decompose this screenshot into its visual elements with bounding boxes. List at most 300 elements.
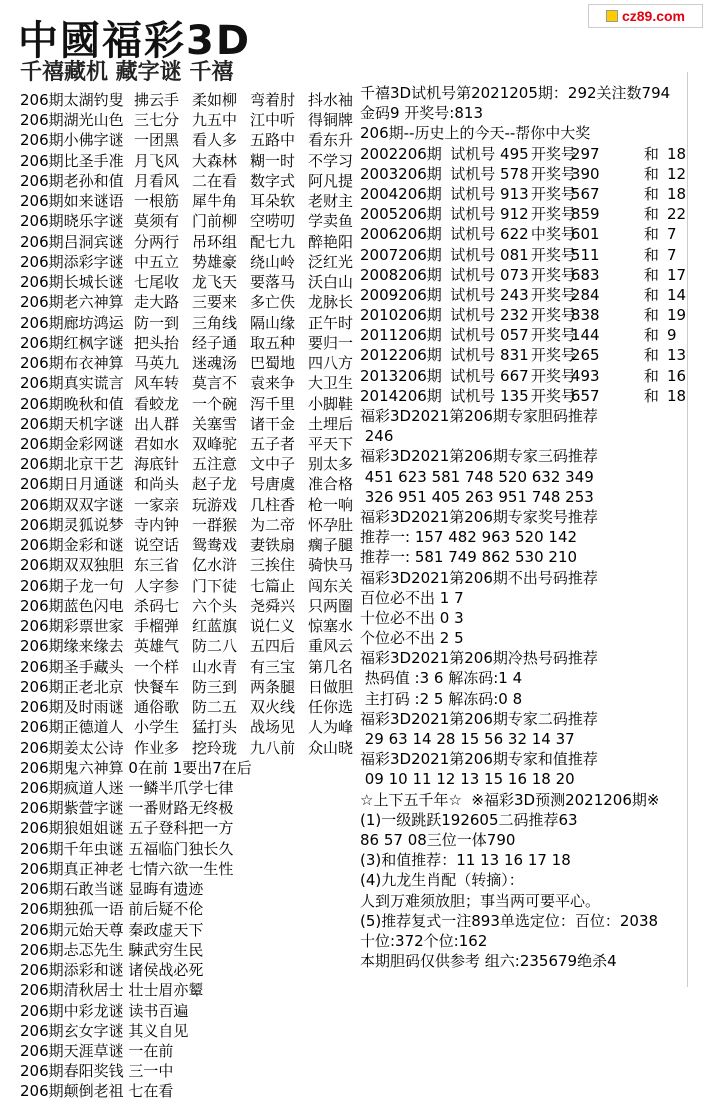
riddle-title: 206期如来谜语 <box>20 192 124 211</box>
riddle-phrase: 要归一 <box>308 333 354 352</box>
history-cell: 2007206期 <box>360 245 442 264</box>
riddle-title: 206期晓乐字谜 <box>20 212 124 231</box>
riddle-title: 206期小佛字谜 <box>20 131 124 150</box>
riddle-phrase: 重风云 <box>308 637 354 656</box>
history-cell: 和 <box>643 184 659 203</box>
riddle-phrase: 空唠叨 <box>250 212 296 231</box>
riddle-phrase: 龙飞天 <box>192 273 238 292</box>
riddle-phrase: 一个碗 <box>192 394 238 413</box>
riddle-row <box>20 373 355 393</box>
riddle-row <box>20 292 355 312</box>
recommendation-line: 人到万难须放胆；事当两可要平心。 <box>360 891 601 910</box>
riddle-phrase: 别太多 <box>308 455 354 474</box>
riddle-phrase: 泻千里 <box>250 394 296 413</box>
riddle-phrase: 抖水袖 <box>308 91 354 109</box>
riddle-row <box>20 596 355 616</box>
history-cell: 试机号 073 <box>450 265 529 284</box>
recommendation-line: 86 57 08三位一体790 <box>360 830 516 849</box>
history-cell: 试机号 831 <box>450 346 529 365</box>
history-row <box>360 325 690 345</box>
history-cell: 859 <box>570 205 600 224</box>
riddle-phrase: 大森林 <box>192 151 238 170</box>
history-row <box>360 204 690 224</box>
riddle-row-long: 206期元始天尊 秦政虚天下 <box>20 920 204 939</box>
riddle-phrase: 快餐车 <box>134 677 180 696</box>
riddle-phrase: 九八前 <box>250 738 296 757</box>
history-cell: 18 <box>666 184 687 203</box>
history-cell: 和 <box>643 386 659 405</box>
riddle-phrase: 说仁义 <box>250 617 296 636</box>
riddle-row-long: 206期千年虫谜 五福临门独长久 <box>20 839 234 858</box>
riddle-phrase: 糊一时 <box>250 151 296 170</box>
riddle-phrase: 人字参 <box>134 576 180 595</box>
history-cell: 18 <box>666 386 687 405</box>
riddle-phrase: 中五立 <box>134 252 180 271</box>
riddle-phrase: 英雄气 <box>134 637 180 656</box>
recommendation-line: 福彩3D2021第206期专家胆码推荐 <box>360 407 598 425</box>
history-row <box>360 184 690 204</box>
history-cell: 16 <box>666 366 687 385</box>
history-row <box>360 224 690 244</box>
riddle-row-long: 206期忐忑先生 駷武穷生民 <box>20 940 204 959</box>
riddle-phrase: 一根筋 <box>134 192 180 211</box>
riddle-phrase: 犀牛角 <box>192 192 238 211</box>
riddle-row <box>20 313 355 333</box>
riddle-title: 206期双双字谜 <box>20 495 124 514</box>
riddle-phrase: 月飞风 <box>134 151 180 170</box>
site-logo[interactable] <box>588 4 703 28</box>
riddle-phrase: 马英九 <box>134 354 180 373</box>
history-cell: 开奖号 <box>530 245 576 264</box>
riddle-phrase: 猛打头 <box>192 718 238 737</box>
riddle-title: 206期老六神算 <box>20 293 124 312</box>
riddle-phrase: 文中子 <box>250 455 296 474</box>
riddle-phrase: 多亡佚 <box>250 293 296 312</box>
history-row <box>360 144 690 164</box>
history-cell: 和 <box>643 346 659 365</box>
riddle-phrase: 要落马 <box>250 273 296 292</box>
riddle-phrase: 二在看 <box>192 171 238 190</box>
riddle-phrase: 为二帝 <box>250 515 296 534</box>
history-cell: 683 <box>570 265 600 284</box>
riddle-row-long: 206期天涯草谜 一在前 <box>20 1042 174 1061</box>
recommendation-line: 福彩3D2021第206期专家三码推荐 <box>360 447 598 466</box>
riddle-title: 206期正老北京 <box>20 677 124 696</box>
riddle-title: 206期北京干艺 <box>20 455 124 474</box>
riddle-title: 206期太湖钓叟 <box>20 91 124 109</box>
riddle-phrase: 正午时 <box>308 313 354 332</box>
riddle-phrase: 五子者 <box>250 434 296 453</box>
history-cell: 17 <box>666 265 687 284</box>
riddle-phrase: 龙脉长 <box>308 293 354 312</box>
riddle-row <box>20 657 355 677</box>
riddle-phrase: 亿水浒 <box>192 556 238 575</box>
riddle-title: 206期吕洞宾谜 <box>20 232 124 251</box>
history-cell: 和 <box>643 245 659 264</box>
riddle-row-long: 206期鬼六神算 0在前 1要出7在后 <box>20 758 252 777</box>
logo-text: cz89.com <box>621 8 686 24</box>
riddle-title: 206期姜太公诗 <box>20 738 124 757</box>
riddle-phrase: 土埋后 <box>308 414 354 433</box>
history-cell: 和 <box>643 265 659 284</box>
riddle-title: 206期圣手藏头 <box>20 657 124 676</box>
riddle-title: 206期布衣神算 <box>20 354 124 373</box>
riddle-phrase: 双峰驼 <box>192 434 238 453</box>
recommendation-line: 福彩3D2021第206期专家奖号推荐 <box>360 507 598 526</box>
riddle-phrase: 七尾收 <box>134 273 180 292</box>
riddle-phrase: 五路中 <box>250 131 296 150</box>
riddle-row <box>20 677 355 697</box>
recommendation-line: 326 951 405 263 951 748 253 <box>360 487 594 506</box>
riddle-column <box>20 90 355 1102</box>
prediction-column <box>360 83 690 971</box>
riddle-phrase: 任你选 <box>308 698 354 717</box>
history-cell: 试机号 135 <box>450 386 529 405</box>
riddle-phrase: 拂云手 <box>134 91 180 109</box>
riddle-row <box>20 333 355 353</box>
history-cell: 390 <box>570 164 600 183</box>
history-cell: 试机号 495 <box>450 144 529 163</box>
history-cell: 开奖号 <box>530 326 576 345</box>
riddle-phrase: 东三省 <box>134 556 180 575</box>
riddle-row <box>20 616 355 636</box>
history-cell: 试机号 913 <box>450 184 529 203</box>
riddle-phrase: 防一到 <box>134 313 180 332</box>
header-strip-text: 千禧藏机 藏字谜 千禧 <box>20 60 234 85</box>
riddle-phrase: 看蛟龙 <box>134 394 180 413</box>
riddle-phrase: 九五中 <box>192 111 238 130</box>
riddle-title: 206期及时雨谜 <box>20 698 124 717</box>
riddle-row-long: 206期石敢当谜 显晦有遗迹 <box>20 880 204 899</box>
history-cell: 2013206期 <box>360 366 442 385</box>
history-row <box>360 305 690 325</box>
riddle-row <box>20 130 355 150</box>
riddle-phrase: 莫须有 <box>134 212 180 231</box>
riddle-row <box>20 434 355 454</box>
riddle-phrase: 绕山岭 <box>250 252 296 271</box>
recommendation-line: (3)和值推荐：11 13 16 17 18 <box>360 851 571 870</box>
riddle-row <box>20 555 355 575</box>
riddle-phrase: 江中听 <box>250 111 296 130</box>
recommendation-line: 246 <box>360 427 394 446</box>
history-cell: 19 <box>666 306 687 325</box>
riddle-phrase: 红蓝旗 <box>192 617 238 636</box>
riddle-phrase: 怀孕肚 <box>308 515 354 534</box>
riddle-phrase: 瘸子腿 <box>308 536 354 555</box>
riddle-phrase: 弯着肘 <box>250 91 296 109</box>
riddle-row <box>20 171 355 191</box>
riddle-phrase: 势雄豪 <box>192 252 238 271</box>
riddle-row <box>20 191 355 211</box>
history-cell: 和 <box>643 285 659 304</box>
riddle-phrase: 大卫生 <box>308 374 354 393</box>
history-cell: 2005206期 <box>360 205 442 224</box>
riddle-phrase: 老财主 <box>308 192 354 211</box>
recommendation-line: 十位必不出 0 3 <box>360 608 464 627</box>
riddle-phrase: 两条腿 <box>250 677 296 696</box>
riddle-title: 206期湖光山色 <box>20 111 124 130</box>
history-cell: 493 <box>570 366 600 385</box>
riddle-phrase: 只两圈 <box>308 596 354 615</box>
history-cell: 开奖号 <box>530 164 576 183</box>
riddle-title: 206期老孙和值 <box>20 171 124 190</box>
recommendation-line: 福彩3D2021第206期不出号码推荐 <box>360 568 598 587</box>
riddle-row-long: 206期疯道人迷 一鳞半爪学七律 <box>20 778 234 797</box>
recommendation-line: 个位必不出 2 5 <box>360 629 464 648</box>
riddle-phrase: 三挨住 <box>250 556 296 575</box>
history-cell: 试机号 622 <box>450 225 529 244</box>
history-cell: 2010206期 <box>360 306 442 325</box>
history-row <box>360 345 690 365</box>
riddle-row-long: 206期独孤一语 前后疑不伦 <box>20 900 204 919</box>
riddle-phrase: 赵子龙 <box>192 475 238 494</box>
riddle-title: 206期金彩和谜 <box>20 536 124 555</box>
recommendation-list <box>360 406 690 971</box>
recommendation-line: (5)推荐复式一注893单选定位：百位：2038 <box>360 911 659 930</box>
history-row <box>360 164 690 184</box>
history-cell: 7 <box>666 225 677 244</box>
riddle-phrase: 柔如柳 <box>192 91 238 109</box>
history-cell: 和 <box>643 326 659 345</box>
history-cell: 试机号 243 <box>450 285 529 304</box>
riddle-title: 206期廊坊鸿运 <box>20 313 124 332</box>
history-cell: 和 <box>643 205 659 224</box>
history-cell: 2011206期 <box>360 326 442 345</box>
history-cell: 中奖号 <box>530 225 576 244</box>
recommendation-line: 热码值 :3 6 解冻码:1 4 <box>360 669 523 688</box>
riddle-phrase: 手榴弹 <box>134 617 180 636</box>
riddle-title: 206期比圣手准 <box>20 151 124 170</box>
riddle-row <box>20 414 355 434</box>
history-cell: 511 <box>570 245 600 264</box>
riddle-phrase: 风车转 <box>134 374 180 393</box>
riddle-row <box>20 515 355 535</box>
riddle-phrase: 一个样 <box>134 657 180 676</box>
history-cell: 开奖号 <box>530 184 576 203</box>
riddle-row-long: 206期中彩龙谜 读书百遍 <box>20 1001 189 1020</box>
riddle-phrase: 迷魂汤 <box>192 354 238 373</box>
recommendation-line: 451 623 581 748 520 632 349 <box>360 467 594 486</box>
riddle-phrase: 日做胆 <box>308 677 354 696</box>
recommendation-line: 福彩3D2021第206期专家和值推荐 <box>360 750 598 769</box>
history-cell: 297 <box>570 144 600 163</box>
history-cell: 22 <box>666 205 687 224</box>
riddle-row <box>20 151 355 171</box>
history-cell: 和 <box>643 306 659 325</box>
history-cell: 和 <box>643 366 659 385</box>
recommendation-line: 福彩3D2021第206期冷热号码推荐 <box>360 649 598 668</box>
history-cell: 试机号 057 <box>450 326 529 345</box>
riddle-row-long: 206期真正神老 七情六欲一生性 <box>20 859 234 878</box>
riddle-phrase: 看东升 <box>308 131 354 150</box>
riddle-row <box>20 717 355 737</box>
riddle-phrase: 门前柳 <box>192 212 238 231</box>
riddle-phrase: 尧舜兴 <box>250 596 296 615</box>
riddle-row-long: 206期玄女字谜 其义自见 <box>20 1021 189 1040</box>
history-cell: 265 <box>570 346 600 365</box>
recommendation-line: 本期胆码仅供参考 组六:235679绝杀4 <box>360 952 617 971</box>
history-cell: 和 <box>643 225 659 244</box>
riddle-title: 206期蓝色闪电 <box>20 596 124 615</box>
history-cell: 2008206期 <box>360 265 442 284</box>
history-cell: 试机号 667 <box>450 366 529 385</box>
logo-square-icon <box>606 10 618 22</box>
riddle-phrase: 双火线 <box>250 698 296 717</box>
riddle-phrase: 作业多 <box>134 738 180 757</box>
history-table <box>360 144 690 406</box>
recommendation-line: ☆上下五千年☆ ※福彩3D预测2021206期※ <box>360 790 660 809</box>
riddle-phrase: 战场见 <box>250 718 296 737</box>
history-cell: 657 <box>570 386 600 405</box>
riddle-title: 206期长城长谜 <box>20 273 124 292</box>
riddle-phrase: 醉艳阳 <box>308 232 354 251</box>
riddle-phrase: 五四后 <box>250 637 296 656</box>
history-row <box>360 366 690 386</box>
trial-number-line: 千禧3D试机号第2021205期：292关注数794 <box>360 84 671 102</box>
riddle-row <box>20 90 355 110</box>
riddle-phrase: 鸳鸯戏 <box>192 536 238 555</box>
riddle-title: 206期灵狐说梦 <box>20 515 124 534</box>
history-cell: 13 <box>666 346 687 365</box>
riddle-row <box>20 576 355 596</box>
riddle-row <box>20 738 355 758</box>
riddle-row <box>20 535 355 555</box>
recommendation-line: 09 10 11 12 13 15 16 18 20 <box>360 770 575 789</box>
history-cell: 2014206期 <box>360 386 442 405</box>
recommendation-line: 福彩3D2021第206期专家二码推荐 <box>360 709 598 728</box>
riddle-phrase: 得铜牌 <box>308 111 354 130</box>
riddle-phrase: 数字式 <box>250 171 296 190</box>
riddle-title: 206期日月通谜 <box>20 475 124 494</box>
history-cell: 开奖号 <box>530 386 576 405</box>
riddle-phrase: 寺内钟 <box>134 515 180 534</box>
riddle-phrase: 三要来 <box>192 293 238 312</box>
riddle-phrase: 枪一响 <box>308 495 354 514</box>
riddle-phrase: 众山晓 <box>308 738 354 757</box>
riddle-title: 206期彩票世家 <box>20 617 124 636</box>
riddle-phrase: 挖玲珑 <box>192 738 238 757</box>
riddle-phrase: 学卖鱼 <box>308 212 354 231</box>
riddle-phrase: 诸干金 <box>250 414 296 433</box>
history-cell: 开奖号 <box>530 265 576 284</box>
riddle-phrase: 出人群 <box>134 414 180 433</box>
riddle-phrase: 七篇止 <box>250 576 296 595</box>
riddle-row-long: 206期紫萱字谜 一番财路无终极 <box>20 799 234 818</box>
riddle-phrase: 通俗歌 <box>134 698 180 717</box>
history-heading: 206期--历史上的今天--帮你中大奖 <box>360 124 591 143</box>
riddle-phrase: 说空话 <box>134 536 180 555</box>
riddle-phrase: 门下徒 <box>192 576 238 595</box>
riddle-row-long: 206期添彩和谜 诸侯战必死 <box>20 961 204 980</box>
riddle-row <box>20 252 355 272</box>
riddle-title: 206期正德道人 <box>20 718 124 737</box>
riddle-phrase: 走大路 <box>134 293 180 312</box>
riddle-phrase: 五注意 <box>192 455 238 474</box>
riddle-phrase: 不学习 <box>308 151 354 170</box>
riddle-phrase: 一团黑 <box>134 131 180 150</box>
history-cell: 开奖号 <box>530 205 576 224</box>
riddle-phrase: 防二八 <box>192 637 238 656</box>
riddle-phrase: 三七分 <box>134 111 180 130</box>
riddle-phrase: 人为峰 <box>308 718 354 737</box>
riddle-phrase: 杀码七 <box>134 596 180 615</box>
recommendation-line: 十位:372个位:162 <box>360 931 488 950</box>
riddle-phrase: 海底针 <box>134 455 180 474</box>
riddle-phrase: 防三到 <box>192 677 238 696</box>
history-cell: 和 <box>643 144 659 163</box>
riddle-phrase: 三角线 <box>192 313 238 332</box>
recommendation-line: 推荐一: 157 482 963 520 142 <box>360 528 578 547</box>
riddle-phrase: 看人多 <box>192 131 238 150</box>
riddle-row <box>20 495 355 515</box>
riddle-phrase: 玩游戏 <box>192 495 238 514</box>
riddle-phrase: 莫言不 <box>192 374 238 393</box>
riddle-phrase: 六个头 <box>192 596 238 615</box>
history-cell: 2012206期 <box>360 346 442 365</box>
history-cell: 试机号 912 <box>450 205 529 224</box>
riddle-row-long: 206期狼姐姐谜 五子登科把一方 <box>20 819 234 838</box>
riddle-phrase: 闯东关 <box>308 576 354 595</box>
riddle-phrase: 经子通 <box>192 333 238 352</box>
riddle-phrase: 耳朵软 <box>250 192 296 211</box>
riddle-phrase: 君如水 <box>134 434 180 453</box>
history-cell: 18 <box>666 144 687 163</box>
riddle-phrase: 惊塞水 <box>308 617 354 636</box>
riddle-row-long: 206期春阳奖钱 三一中 <box>20 1062 174 1081</box>
riddle-title: 206期双双独胆 <box>20 556 124 575</box>
riddle-phrase: 泛红光 <box>308 252 354 271</box>
history-cell: 144 <box>570 326 600 345</box>
history-cell: 开奖号 <box>530 346 576 365</box>
recommendation-line: 29 63 14 28 15 56 32 14 37 <box>360 730 575 748</box>
riddle-phrase: 月看风 <box>134 171 180 190</box>
recommendation-line: 推荐一: 581 749 862 530 210 <box>360 548 578 567</box>
riddle-title: 206期真实谎言 <box>20 374 124 393</box>
history-cell: 284 <box>570 285 600 304</box>
page-title: 中國福彩3D <box>18 18 252 64</box>
riddle-phrase: 妻铁扇 <box>250 536 296 555</box>
history-cell: 试机号 578 <box>450 164 529 183</box>
riddle-phrase: 袁来争 <box>250 374 296 393</box>
riddle-phrase: 四八方 <box>308 354 354 373</box>
riddle-phrase: 隔山缘 <box>250 313 296 332</box>
history-cell: 2002206期 <box>360 144 442 163</box>
history-row <box>360 386 690 406</box>
riddle-row <box>20 211 355 231</box>
riddle-phrase: 小学生 <box>134 718 180 737</box>
riddle-phrase: 吊环组 <box>192 232 238 251</box>
riddle-phrase: 一群猴 <box>192 515 238 534</box>
riddle-row <box>20 272 355 292</box>
history-cell: 9 <box>666 326 677 345</box>
riddle-phrase: 第几名 <box>308 657 354 676</box>
history-cell: 开奖号 <box>530 366 576 385</box>
riddle-row <box>20 636 355 656</box>
riddle-phrase: 防二五 <box>192 698 238 717</box>
history-cell: 试机号 232 <box>450 306 529 325</box>
history-cell: 14 <box>666 285 687 304</box>
riddle-title: 206期添彩字谜 <box>20 252 124 271</box>
history-cell: 838 <box>570 306 600 325</box>
riddle-phrase: 阿凡提 <box>308 171 354 190</box>
riddle-row-long: 206期颠倒老祖 七在看 <box>20 1082 174 1101</box>
recommendation-line: (4)九龙生肖配（转摘）： <box>360 871 524 890</box>
history-cell: 12 <box>666 164 687 183</box>
riddle-phrase: 几柱香 <box>250 495 296 514</box>
history-cell: 开奖号 <box>530 285 576 304</box>
history-cell: 开奖号 <box>530 144 576 163</box>
history-row <box>360 245 690 265</box>
